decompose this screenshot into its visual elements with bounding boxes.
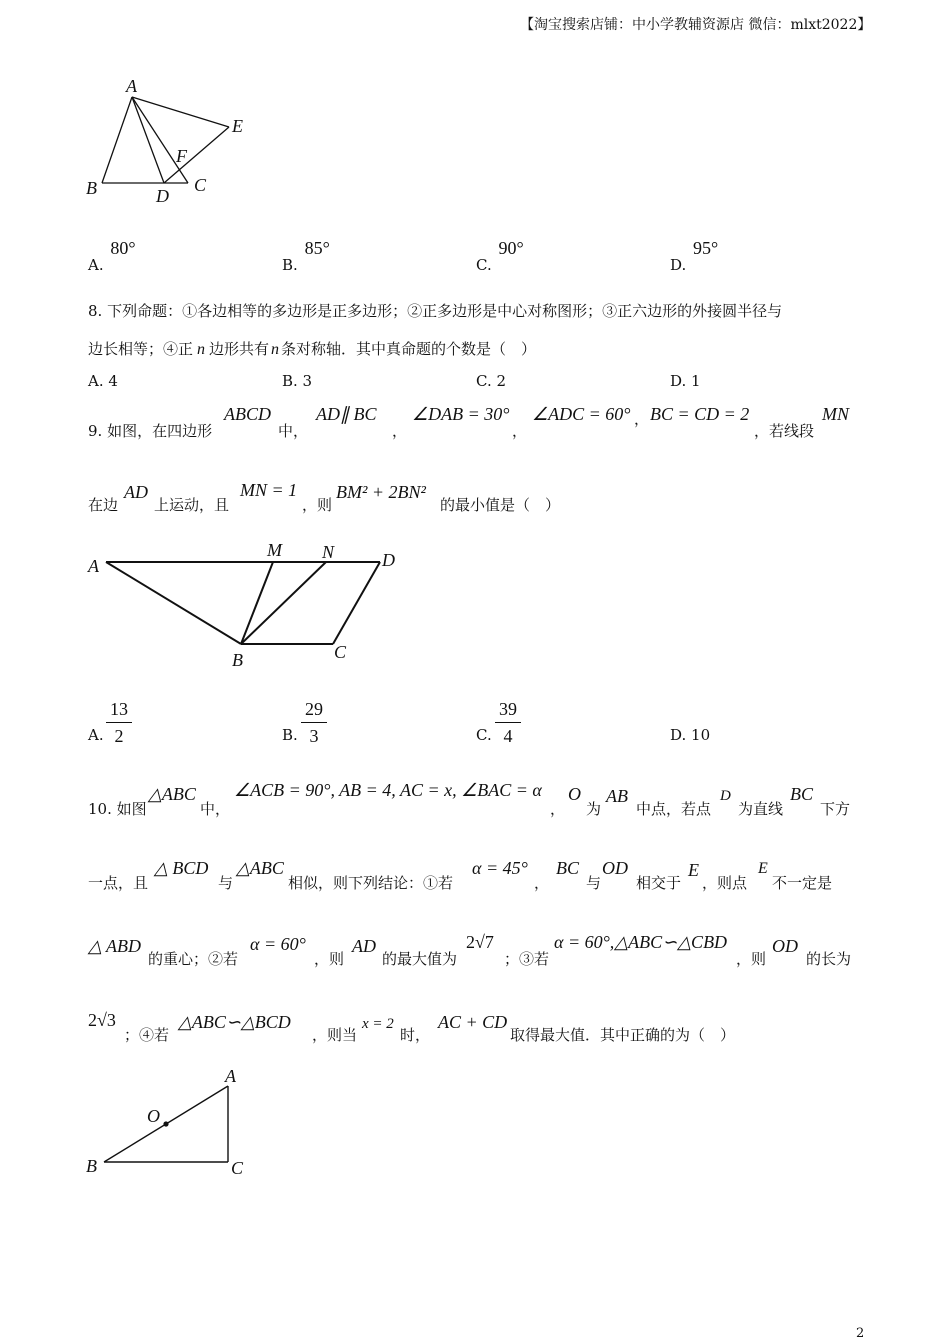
q9-option-b-label: B. — [282, 726, 298, 744]
q10-tri: △ABC — [148, 784, 196, 804]
q10-cond: ∠ACB = 90°, AB = 4, AC = x, ∠BAC = α — [234, 780, 542, 800]
q9-option-c-label: C. — [476, 726, 492, 744]
q7-option-b — [282, 238, 330, 274]
figure-q7 — [80, 70, 280, 210]
label-a: A — [225, 1066, 236, 1086]
q10-abc2: △ABC — [236, 858, 284, 878]
label-c: C — [231, 1158, 244, 1178]
q10-l4c: 时， — [400, 1026, 431, 1044]
q10-l3d: ；③若 — [504, 950, 550, 968]
q9-parallel: AD∥ BC — [316, 404, 377, 424]
denominator: 2 — [114, 726, 124, 746]
q10-xj: 相交于 — [636, 874, 682, 892]
q10-ad: AD — [352, 936, 376, 956]
q9-option-a-label: A. — [88, 726, 104, 744]
q9-option-b-fraction — [301, 698, 327, 747]
q9-tail: ，若线段 — [754, 422, 815, 440]
q10-yu2: 与 — [586, 874, 602, 892]
q7-option-a — [88, 238, 136, 274]
q10-wei: 为 — [586, 800, 602, 818]
label-f: F — [176, 146, 187, 166]
q10-bc: BC — [790, 784, 814, 804]
q10-below: 下方 — [820, 800, 851, 818]
label-a: A — [126, 76, 137, 96]
label-c: C — [334, 642, 347, 662]
option-value: 80° — [110, 238, 136, 258]
q10-x2: x = 2 — [362, 1016, 394, 1032]
q9-l2b: 上运动，且 — [154, 496, 230, 514]
q9-l2d: 的最小值是（ ） — [440, 496, 561, 514]
q10-zhong: 中， — [200, 800, 231, 818]
q9-option-c-fraction — [495, 698, 521, 747]
option-label: B. — [282, 256, 298, 274]
q10-sim: △ABC∽△BCD — [178, 1012, 291, 1032]
q10-byd: 不一定是 — [772, 874, 833, 892]
q8-option-b: B. 3 — [282, 372, 313, 390]
q10-bcd: △ BCD — [154, 858, 209, 878]
numerator: 39 — [499, 699, 517, 719]
option-label: C. — [476, 256, 492, 274]
q10-a60: α = 60° — [250, 934, 306, 954]
q8-line-2 — [88, 338, 536, 359]
q10-l4b: ，则当 — [312, 1026, 358, 1044]
label-n: N — [322, 542, 335, 562]
q10-a45: α = 45° — [472, 858, 528, 878]
q10-bc2: BC — [556, 858, 580, 878]
q10-o: O — [568, 784, 581, 804]
seg-ab — [106, 562, 241, 644]
q10-abd: △ ABD — [88, 936, 142, 956]
point-o — [163, 1121, 168, 1126]
q9-angle-adc: ∠ADC = 60° — [532, 404, 631, 424]
figure-q9 — [80, 538, 410, 674]
seg-bn — [241, 562, 326, 644]
seg-cd — [333, 562, 380, 644]
q9-l2c: ，则 — [302, 496, 333, 514]
q9-angle-dab: ∠DAB = 30° — [412, 404, 510, 424]
denominator: 3 — [309, 726, 319, 746]
q9-ad: AD — [124, 482, 148, 502]
q10-l3b: ，则 — [314, 950, 345, 968]
q10-mid: 中点，若点 — [636, 800, 712, 818]
page-number: 2 — [856, 1326, 865, 1341]
q9-quad: ABCD — [224, 404, 271, 424]
option-value: 85° — [304, 238, 330, 258]
q8-option-a: A. 4 — [88, 372, 118, 390]
q8-text: 条对称轴．其中真命题的个数是（ ） — [281, 340, 537, 358]
q9-mn: MN — [822, 404, 849, 424]
q10-d: D — [720, 788, 731, 804]
q10-l3a: 的重心；②若 — [148, 950, 239, 968]
q10-accd: AC + CD — [438, 1012, 508, 1032]
q8-text: 边长相等；④正 — [88, 340, 194, 358]
label-b: B — [86, 178, 97, 198]
q8-line-1: 8. 下列命题：①各边相等的多边形是正多边形；②正多边形是中心对称图形；③正六边形的外接圆半径与 — [88, 302, 783, 320]
q10-line: 为直线 — [738, 800, 784, 818]
numerator: 29 — [305, 699, 323, 719]
q10-l2a: 一点，且 — [88, 874, 149, 892]
q9-comma-2: ， — [512, 422, 528, 440]
label-d: D — [382, 550, 395, 570]
label-m: M — [267, 540, 282, 560]
option-value: 95° — [693, 238, 719, 258]
q9-l2a: 在边 — [88, 496, 119, 514]
header-text: 【淘宝搜索店铺：中小学教辅资源店 微信：mlxt2022】 — [520, 17, 872, 33]
q10-od: OD — [602, 858, 628, 878]
q10-v23: 2√3 — [88, 1010, 116, 1030]
q7-option-c — [476, 238, 524, 274]
label-c: C — [194, 175, 207, 195]
numerator: 13 — [110, 699, 128, 719]
q10-l3e: ，则 — [736, 950, 767, 968]
q10-zd: ，则点 — [702, 874, 748, 892]
seg-bm — [241, 562, 273, 644]
q8-text: 边形共有 — [209, 340, 270, 358]
q10-a60b: α = 60°,△ABC∽△CBD — [554, 932, 728, 952]
q10-od2: OD — [772, 936, 798, 956]
q10-prefix: 10. 如图 — [88, 800, 147, 818]
q10-ab: AB — [606, 786, 628, 806]
q9-bc-cd: BC = CD = 2 — [650, 404, 750, 424]
q10-e: E — [688, 860, 699, 880]
var-n: n — [197, 341, 206, 358]
q9-comma-1: ， — [392, 422, 408, 440]
option-value: 90° — [498, 238, 524, 258]
label-o: O — [147, 1106, 160, 1126]
q10-l3c: 的最大值为 — [382, 950, 458, 968]
q10-comma: ， — [550, 800, 566, 818]
q9-comma-3: ， — [634, 410, 650, 428]
q8-option-d: D. 1 — [670, 372, 701, 390]
figure-q10 — [80, 1062, 260, 1182]
label-e: E — [232, 116, 243, 136]
q10-l2b: 相似，则下列结论：①若 — [288, 874, 454, 892]
q10-l3f: 的长为 — [806, 950, 852, 968]
option-label: D. — [670, 256, 687, 274]
q9-expr: BM² + 2BN² — [336, 482, 426, 502]
q9-zhong: 中， — [278, 422, 309, 440]
seg-ad — [132, 97, 164, 183]
q9-mn1: MN = 1 — [240, 480, 298, 500]
q9-option-d: D. 10 — [670, 726, 711, 744]
label-b: B — [86, 1156, 97, 1176]
q10-v27: 2√7 — [466, 932, 494, 952]
label-a: A — [88, 556, 99, 576]
q7-option-d — [670, 238, 719, 274]
seg-ab — [102, 97, 132, 183]
q9-option-a-fraction — [106, 698, 132, 747]
var-n: n — [271, 341, 280, 358]
q10-c2: ， — [534, 874, 550, 892]
q10-e2: E — [758, 860, 768, 877]
label-b: B — [232, 650, 243, 670]
q10-yu: 与 — [218, 874, 234, 892]
seg-ae — [132, 97, 229, 127]
denominator: 4 — [503, 726, 513, 746]
option-label: A. — [88, 256, 104, 274]
q10-l4a: ；④若 — [124, 1026, 170, 1044]
q8-option-c: C. 2 — [476, 372, 507, 390]
q9-prefix: 9. 如图，在四边形 — [88, 422, 213, 440]
label-d: D — [156, 186, 169, 206]
q10-l4d: 取得最大值．其中正确的为（ ） — [510, 1026, 736, 1044]
